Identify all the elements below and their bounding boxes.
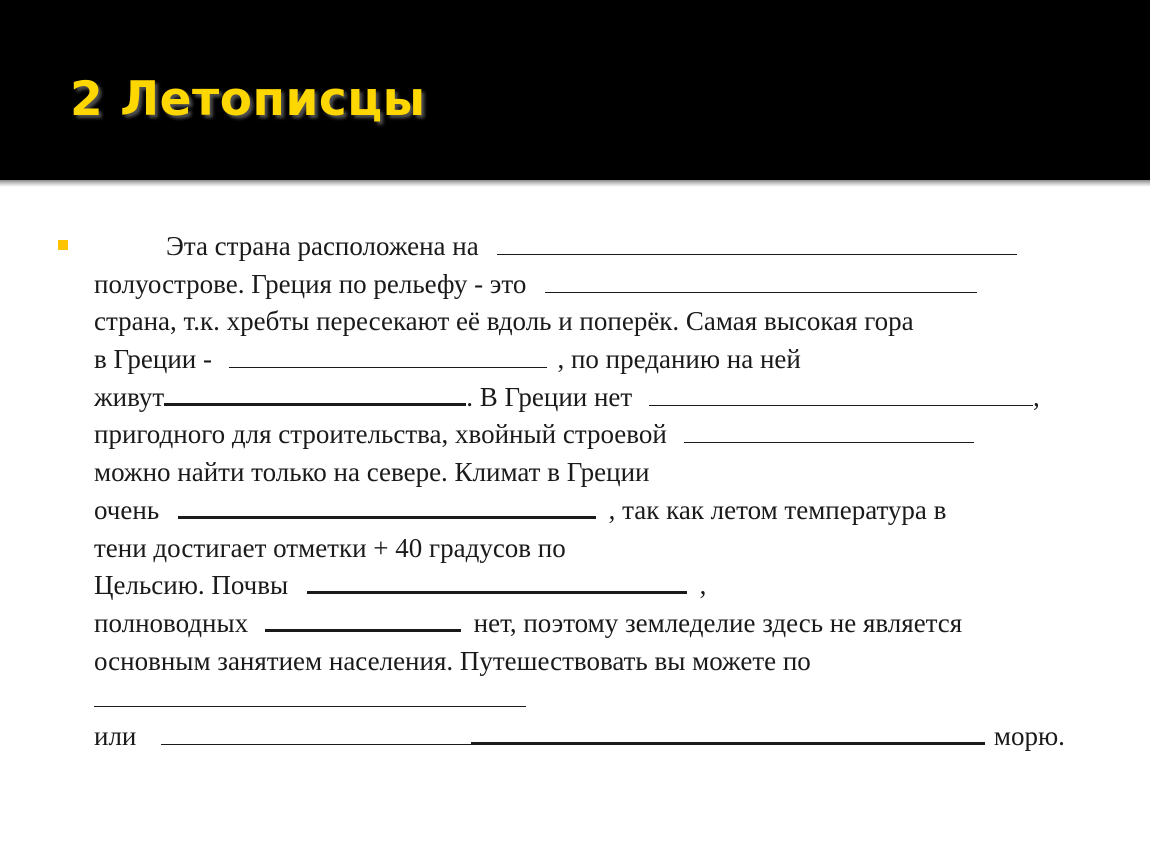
text-fragment: , (1032, 381, 1040, 412)
text-line (94, 530, 1104, 568)
text-fragment: . В Греции нет (466, 381, 633, 412)
text-fragment: страна, т.к. хребты пересекают её вдоль и поперёк. Самая высокая гора (94, 306, 914, 337)
text-line (94, 680, 1104, 718)
header-divider (0, 180, 1150, 187)
text-line (94, 416, 1104, 454)
text-line (94, 492, 1104, 530)
text-line (94, 303, 1104, 341)
slide-title: 2 Летописцы (70, 72, 426, 127)
blank-climate[interactable] (178, 494, 596, 519)
blank-relief[interactable] (545, 270, 977, 293)
text-line (94, 718, 1104, 756)
blank-soils[interactable] (307, 569, 687, 594)
text-line (94, 266, 1104, 304)
text-fragment: Цельсию. Почвы (94, 570, 289, 601)
text-fragment: в Греции - (94, 344, 212, 375)
blank-sea-1[interactable] (94, 684, 526, 707)
text-line (94, 605, 1104, 643)
blank-rivers[interactable] (265, 607, 461, 632)
text-fragment: нет, поэтому земледелие здесь не является (473, 607, 963, 638)
blank-missing-resource[interactable] (649, 383, 1033, 406)
worksheet-paragraph (94, 228, 1104, 756)
text-fragment: , по преданию на ней (557, 344, 801, 375)
text-line (94, 567, 1104, 605)
blank-timber[interactable] (684, 420, 974, 443)
text-fragment: , (699, 570, 707, 601)
blank-inhabitants[interactable] (164, 381, 466, 406)
bullet-square-icon (58, 240, 68, 250)
blank-peninsula[interactable] (497, 232, 1017, 255)
text-line (94, 454, 1104, 492)
text-fragment: основным занятием населения. Путешествовать вы можете по (94, 645, 811, 676)
text-fragment: морю. (993, 720, 1065, 751)
blank-sea-2b[interactable] (471, 720, 985, 745)
text-line (94, 379, 1104, 417)
text-fragment: полуострове. Греция по рельефу - это (94, 268, 527, 299)
blank-sea-2a[interactable] (161, 722, 471, 745)
blank-mountain[interactable] (229, 345, 547, 368)
text-line (94, 341, 1104, 379)
text-fragment: можно найти только на севере. Климат в Греции (94, 457, 650, 488)
text-fragment: тени достигает отметки + 40 градусов по (94, 532, 566, 563)
text-fragment: живут (94, 381, 165, 412)
text-fragment: полноводных (94, 607, 249, 638)
text-fragment: очень (94, 494, 160, 525)
text-line (94, 643, 1104, 681)
text-line (94, 228, 1104, 266)
text-fragment: Эта страна расположена на (166, 231, 479, 261)
text-fragment: пригодного для строительства, хвойный строевой (94, 419, 667, 450)
text-fragment: , так как летом температура в (608, 494, 947, 525)
text-fragment: или (94, 720, 137, 751)
